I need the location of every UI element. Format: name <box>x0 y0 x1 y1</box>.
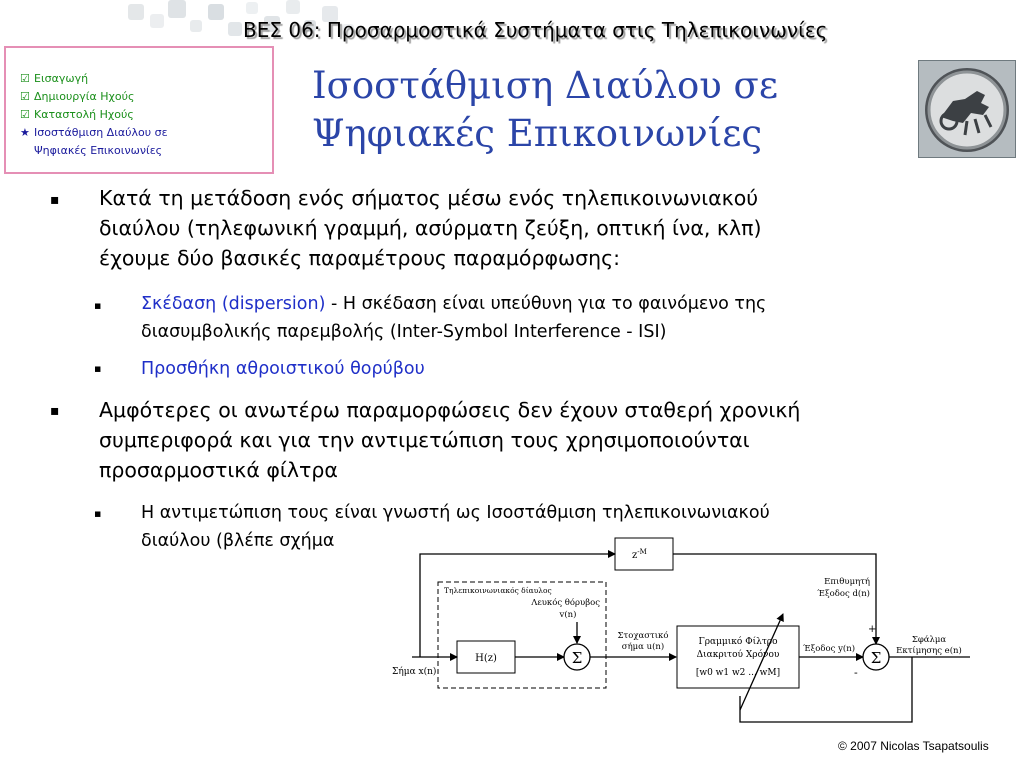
error-label: Σφάλμα <box>911 635 947 645</box>
h-block-label: H(z) <box>475 653 497 664</box>
outline-item-label: Ψηφιακές Επικοινωνίες <box>34 144 163 157</box>
checkbox-checked-icon: ☑ <box>20 72 30 85</box>
text-line: Αμφότερες οι ανωτέρω παραμορφώσεις δεν έχουν σταθερή χρονική <box>99 398 801 422</box>
slide-title-line2: Ψηφιακές Επικοινωνίες <box>312 112 763 155</box>
outline-item-label: Δημιουργία Ηχούς <box>34 90 135 103</box>
error-label-symbol: Εκτίμησης e(n) <box>896 646 962 656</box>
delay-label: $z^{-M}$ <box>632 548 647 561</box>
text-line: προσαρμοστικά φίλτρα <box>99 458 338 482</box>
bullet-marker: ▪ <box>50 192 60 208</box>
channel-label: Τηλεπικοινωνιακός δίαυλος <box>444 586 552 595</box>
input-signal-label: Σήμα x(n) <box>392 667 437 677</box>
paragraph-distortion <box>99 183 999 273</box>
outline-item-echo-creation <box>20 90 134 103</box>
term-dispersion: Σκέδαση (dispersion) <box>141 294 326 314</box>
text-line: διασυμβολικής παρεμβολής (Inter-Symbol Interference - ISI) <box>141 322 667 342</box>
outline-item-label: Εισαγωγή <box>34 72 89 85</box>
text-line: Η αντιμετώπιση τους είναι γνωστή ως Ισοστάθμιση τηλεπικοινωνιακού <box>141 503 770 523</box>
paragraph-noise <box>141 355 1001 383</box>
stochastic-signal-symbol: σήμα u(n) <box>621 642 665 652</box>
checkbox-checked-icon: ☑ <box>20 90 30 103</box>
outline-item-label: Ισοστάθμιση Διαύλου σε <box>34 126 168 139</box>
noise-label-symbol: v(n) <box>559 610 577 620</box>
text-line: διαύλου (τηλεφωνική γραμμή, ασύρματη ζεύξη, οπτική ίνα, κλπ) <box>99 216 762 240</box>
bullet-marker: ▪ <box>50 403 60 419</box>
sub-bullet-marker: ▪ <box>94 362 102 375</box>
slide-title <box>312 62 872 158</box>
section-outline <box>4 46 274 174</box>
outline-item-echo-cancellation <box>20 108 134 121</box>
filter-weights-label: [w0 w1 w2 ... wM] <box>695 668 781 678</box>
minus-sign: - <box>854 666 858 679</box>
noise-label: Λευκός θόρυβος <box>531 598 600 608</box>
sum-symbol: Σ <box>571 649 583 667</box>
copyright-footer: © 2007 Nicolas Tsapatsoulis <box>838 739 989 753</box>
filter-label-line2: Διακριτού Χρόνου <box>696 650 780 660</box>
text-line: συμπεριφορά και για την αντιμετώπιση τους χρησιμοποιούνται <box>99 428 750 452</box>
stochastic-signal-label: Στοχαστικό <box>617 631 669 641</box>
desired-output-symbol: Έξοδος d(n) <box>817 589 870 599</box>
text-line: Κατά τη μετάδοση ενός σήματος μέσω ενός τηλεπικοινωνιακού <box>99 186 759 210</box>
sum-symbol: Σ <box>870 649 882 667</box>
sub-bullet-marker: ▪ <box>94 299 102 312</box>
text-line: - Η σκέδαση είναι υπεύθυνη για το φαινόμενο της <box>325 294 767 314</box>
star-icon: ★ <box>20 126 30 139</box>
ancient-coin-image <box>918 60 1016 158</box>
desired-output-label: Επιθυμητή <box>824 577 870 587</box>
sub-bullet-marker: ▪ <box>94 507 102 520</box>
plus-sign: + <box>868 624 877 635</box>
filter-label-line1: Γραμμικό Φίλτρο <box>698 637 778 647</box>
outline-item-label: Καταστολή Ηχούς <box>34 108 134 121</box>
term-additive-noise: Προσθήκη αθροιστικού θορύβου <box>141 359 425 379</box>
outline-item-intro <box>20 72 88 85</box>
channel-equalization-diagram <box>392 530 992 730</box>
output-label: Έξοδος y(n) <box>802 644 856 654</box>
paragraph-adaptive-filters <box>99 395 999 485</box>
paragraph-dispersion <box>141 290 1001 346</box>
text-line: διαύλου (βλέπε σχήμα <box>141 531 335 551</box>
checkbox-checked-icon: ☑ <box>20 108 30 121</box>
slide-title-line1: Ισοστάθμιση Διαύλου σε <box>312 64 778 107</box>
presentation-header-title: ΒΕΣ 06: Προσαρμοστικά Συστήματα στις Τηλεπικοινωνίες <box>243 18 828 42</box>
text-line: έχουμε δύο βασικές παραμέτρους παραμόρφωσης: <box>99 246 621 270</box>
outline-item-current-cont <box>20 144 162 157</box>
outline-item-current <box>20 126 168 139</box>
